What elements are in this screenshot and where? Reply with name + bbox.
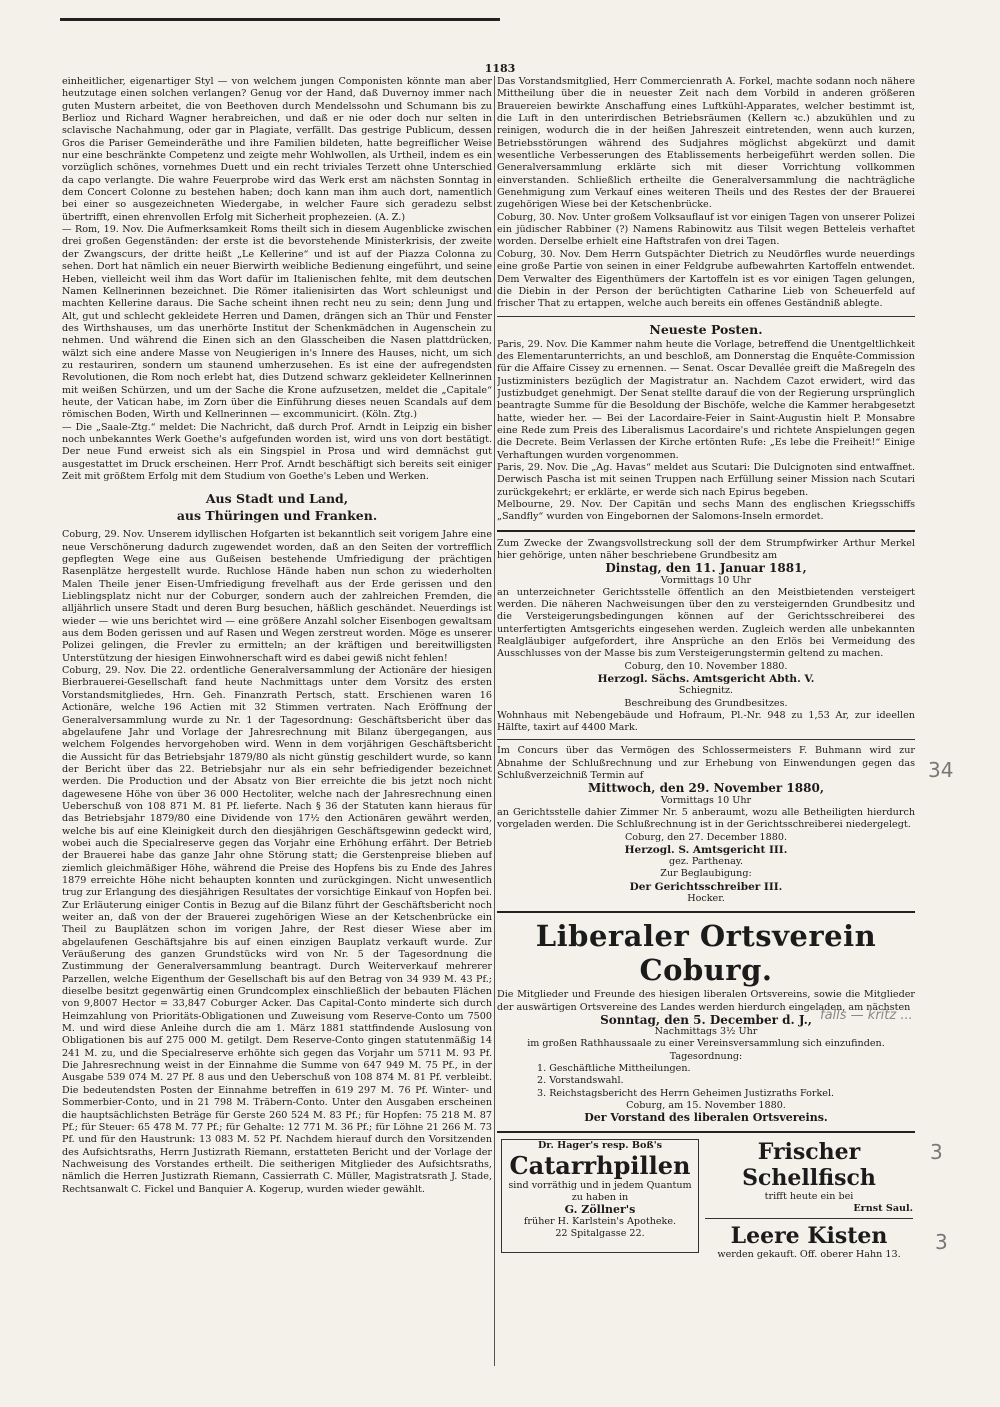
page-number: 1183 bbox=[484, 62, 516, 75]
ad-product: Catarrhpillen bbox=[509, 1150, 691, 1180]
notice-body: an Gerichtsstelle dahier Zimmer Nr. 5 anberaumt, wozu alle Betheiligten hierdurch vorgeladen werden. Die Schlußrechnung ist in der Gerichtsschreiberei niedergelegt. bbox=[497, 806, 915, 831]
article-paragraph: — Rom, 19. Nov. Die Aufmerksamkeit Roms theilt sich in diesem Augenblicke zwischen drei großen Gegenständen: der erste ist die bevorstehende Ministerkrisis, der zweite der Zwangscurs, der dritte heißt „Le Kellerine“ und ist auf der Piazza Colonna zu sehen. Dort hat nämlich ein neuer Bierwirth weibliche Bedienung eingeführt, und seine Heben, vielleicht weil ihm das Wort dafür im Italienischen fehlte, mit dem deutschen Namen Kellnerinnen bezeichnet. Die Römer italienisirten das Wort schleunigst und machten Kellerine daraus. Die Sache scheint ihnen recht neu zu sein; denn Jung und Alt, gut und schlecht gekleidete Herren und Damen, drängen sich an Thür und Fenster des Wirthshauses, um das unerhörte Institut der Schenkmädchen in Augenschein zu nehmen. Und während die Einen sich an den Glasscheiben die Nasen plattdrücken, wälzt sich eine andere Masse von Neugierigen in's Innere des Hauses, nicht, um sich zu restauriren, sondern um staunend umherzusehen. Es ist eine der aufregendsten Revolutionen, die Rom noch erlebt hat, dies Dutzend schwarz gekleideter Kellnerinnen mit weißen Schürzen, und um der Sache die Krone aufzusetzen, meldet die „Capitale“ heute, der Vatican habe, im Zorn über die Einführung dieses neuen Scandals auf dem römischen Boden, Wirth und Kellnerinnen — excommunicirt. (Köln. Ztg.) bbox=[62, 224, 492, 421]
article-paragraph: Coburg, 30. Nov. Unter großem Volksauflauf ist vor einigen Tagen von unserer Polizei ein jüdischer Rabbiner (?) Namens Rabinowitz aus Tilsit wegen Betteleis verhaftet worden. Derselbe erhielt eine Haftstrafen von drei Tagen. bbox=[497, 211, 915, 248]
pencil-note: falls — kritz ... bbox=[820, 1008, 913, 1023]
notice-time: Vormittags 10 Uhr bbox=[660, 794, 752, 806]
divider bbox=[497, 316, 915, 317]
ad-agenda-title: Tagesordnung: bbox=[669, 1050, 743, 1062]
notice-clerk-name: Hocker. bbox=[687, 893, 725, 904]
notice-place-date: Coburg, den 27. December 1880. bbox=[624, 831, 788, 843]
ad-intro: Die Mitglieder und Freunde des hiesigen liberalen Ortsvereins, sowie die Mitglieder der auswärtigen Ortsvereine des Landes werden hierdurch eingeladen, am nächsten bbox=[497, 989, 915, 1013]
article-paragraph: Coburg, 30. Nov. Dem Herrn Gutspächter Dietrich zu Neudörfles wurde neuerdings eine große Partie von seinen in einer Feldgrube aufbewahrten Kartoffeln entwendet. Dem Verwalter des Eigenthümers der Kartoffeln ist es vor einigen Tagen gelungen, die Diebin in der Person der berüchtigten Catharine Lieb von Scheuerfeld auf frischer That zu ertappen, welche auch bereits ein offenes Geständniß ablegte. bbox=[497, 248, 915, 310]
notice-body: an unterzeichneter Gerichtsstelle öffentlich an den Meistbietenden versteigert werden. Die näheren Nachweisungen über den zu versteigernden Grundbesitz und die Versteigerungsbedingungen können auf der Gerichtsschreiberei des unterfertigten Amtsgerichts eingesehen werden. Zugleich werden alle unbekannten Realgläubiger aufgefordert, ihre Ansprüche an den Erlös bei Vermeidung des Ausschlusses von der Masse bis zum Versteigerungstermin geltend zu machen. bbox=[497, 586, 915, 660]
ad-text: trifft heute ein bei bbox=[764, 1190, 854, 1202]
ad-title: Frischer Schellfisch bbox=[742, 1138, 876, 1191]
notice-intro: Zum Zwecke der Zwangsvollstreckung soll der dem Strumpfwirker Arthur Merkel hier gehörige, unten näher beschriebene Grundbesitz am bbox=[497, 537, 915, 561]
notice-signer: gez. Parthenay. bbox=[668, 856, 744, 868]
ad-line: sind vorräthig und in jedem Quantum bbox=[508, 1179, 692, 1191]
ad-line: zu haben in bbox=[571, 1191, 629, 1203]
news-paragraph: Paris, 29. Nov. Die „Ag. Havas“ meldet aus Scutari: Die Dulcignoten sind entwaffnet. Derwisch Pascha ist mit seinen Truppen nach Erfüllung seiner Mission nach Scutari zurückgekehrt; er erklärte, er werde sich nach Epirus begeben. bbox=[497, 461, 915, 498]
fish-and-crates-ad bbox=[705, 1138, 913, 1260]
news-paragraph: Paris, 29. Nov. Die Kammer nahm heute die Vorlage, betreffend die Unentgeltlichkeit des Elementarunterrichts, an und beschloß, am Donnerstag die Enquête-Commission für die Affaire Cissey zu ernennen. — Senat. Oscar Devallée greift die Maßregeln des Justizministers bezüglich der Magistratur an. Nachdem Cazot erwidert, wird das Justizbudget genehmigt. Der Senat stellte darauf die von der Regierung ursprünglich beantragte Summe für die Besoldung der Bischöfe, welche die Kammer herabgesetzt hatte, wieder her. — Bei der Lacordaire-Feier in Saint-Augustin hielt P. Monsabre eine Rede zum Preis des Liberalismus Lacordaire's und richtete Anspielungen gegen die Decrete. Beim Verlassen der Kirche ertönten Rufe: „Es lebe die Freiheit!“ Einige Verhaftungen wurden vorgenommen. bbox=[497, 338, 915, 461]
notice-desc-title: Beschreibung des Grundbesitzes. bbox=[624, 697, 788, 709]
divider bbox=[705, 1218, 913, 1219]
notice-clerk: Der Gerichtsschreiber III. bbox=[629, 880, 783, 893]
agenda-item: 3. Reichstagsbericht des Herrn Geheimen Justizraths Forkel. bbox=[537, 1087, 835, 1099]
news-paragraph: Melbourne, 29. Nov. Der Capitän und sechs Mann des englischen Kriegsschiffs „Sandfly“ wurden von Eingebornen der Salomons-Inseln ermordet. bbox=[497, 499, 915, 523]
ad-date: Sonntag, den 5. December d. J., bbox=[600, 1012, 812, 1027]
ad-place-date: Coburg, am 15. November 1880. bbox=[626, 1099, 786, 1111]
left-column bbox=[62, 76, 492, 1396]
auction-notice bbox=[497, 538, 915, 735]
divider bbox=[497, 1131, 915, 1133]
ad-agenda bbox=[497, 1063, 915, 1100]
ad-former: früher H. Karlstein's Apotheke. bbox=[523, 1215, 677, 1227]
notice-intro: Im Concurs über das Vermögen des Schlossermeisters F. Buhmann wird zur Abnahme der Schlußrechnung und zur Erhebung von Einwendungen gegen das Schlußverzeichniß Termin auf bbox=[497, 745, 915, 782]
pencil-mark: 3 bbox=[930, 1140, 943, 1164]
article-paragraph: — Die „Saale-Ztg.“ meldet: Die Nachricht, daß durch Prof. Arndt in Leipzig ein bisher noch unbekanntes Werk Goethe's aufgefunden worden ist, wird uns von dort bestätigt. Der neue Fund erweist sich als ein Singspiel in Prosa und wird demnächst gut ausgestattet im Druck erscheinen. Herr Prof. Arndt beschäftigt sich bereits seit einiger Zeit mit größtem Erfolg mit dem Studium von Goethe's Leben und Werken. bbox=[62, 421, 492, 482]
right-column bbox=[497, 76, 915, 1396]
catarrh-pills-ad bbox=[501, 1139, 699, 1253]
notice-court: Herzogl. Sächs. Amtsgericht Abth. V. bbox=[597, 672, 815, 685]
article-paragraph: Coburg, 29. Nov. Die 22. ordentliche Generalversammlung der Actionäre der hiesigen Bierbrauerei-Gesellschaft fand heute Nachmittags unter dem Vorsitz des ersten Vorstandsmitgliedes, Hrn. Geh. Finanzrath Pertsch, statt. Erschienen waren 16 Actionäre, welche 196 Actien mit 32 Stimmen vertraten. Nach Eröffnung der Generalversammlung wurde zu Nr. 1 der Tagesordnung: Geschäftsbericht über das abgelaufene Jahr und Vorlage der Jahresrechnung mit Bilanz übergegangen, aus welchem Folgendes hervorgehoben wird. Wenn in dem vorjährigen Geschäftsbericht die Aussicht für das Betriebsjahr 1879/80 als nicht günstig geschildert wurde, so kann der Bericht über das 22. Betriebsjahr nur als ein sehr befriedigender bezeichnet werden. Die Production und der Absatz von Bier erreichte die bis jetzt noch nicht dagewesene Höhe von über 36 000 Hectoliter, welche nach der Jahresrechnung einen Ueberschuß von 108 871 M. 81 Pf. lieferte. Nach § 36 der Statuten kann hieraus für das Betriebsjahr 1879/80 eine Dividende von 17½ den Actionären gewährt werden, welche bis auf eine Kleinigkeit durch den diesjährigen Geschäftsgewinn gedeckt wird, wobei auch die Specialreserve gegen das Vorjahr eine Erhöhung erfährt. Der Betrieb der Brauerei habe das ganze Jahr ohne Störung statt; die Gerstenpreise blieben auf ziemlich gleichmäßiger Höhe, während die Preise des Hopfens bis zu Ende des Jahres 1879 erreichte Höhe nicht behaupten konnten und zurückgingen. Nicht unwesentlich trug zur Erlangung des diesjährigen Resultates der vorsichtige Einkauf von Hopfen bei. Zur Erläuterung einiger Contis in Bezug auf die Bilanz führt der Geschäftsbericht noch weiter an, daß von der der Brauerei zugehörigen Wiese an der Ketschenbrücke ein Theil zu Bauplätzen schon im vorigen Jahre, der Rest dieser Wiese aber im abgelaufenen Geschäftsjahre bis auf einen einzigen Bauplatz verkauft wurde. Zur Veräußerung des ganzen Grundstücks wird von Nr. 5 der Tagesordnung die Zustimmung der Generalversammlung beantragt. Durch Weiterverkauf mehrerer Parzellen, welche Eigenthum der Gesellschaft bis auf den Betrag von 34 939 M. 43 Pf.; dieselbe besitzt gegenwärtig einen Grundcomplex einschließlich der bebauten Flächen von 9,8007 Hector = 33,847 Coburger Acker. Das Capital-Conto minderte sich durch Heimzahlung von Prioritäts-Obligationen und Zuweisung vom Reserve-Conto um 7500 M. und wird diese Anleihe durch die am 1. März 1881 stattfindende Auslosung von Obligationen bis auf 275 000 M. getilgt. Dem Reserve-Conto gingen statutenmäßig 14 241 M. zu, und die Specialreserve erhöhte sich gegen das Vorjahr um 5711 M. 93 Pf. Die Jahresrechnung weist in der Einnahme die Summe von 647 949 M. 75 Pf., in der Ausgabe 539 074 M. 27 Pf. 8 aus und den Ueberschuß von 108 874 M. 81 Pf. verbleibt. Die bedeutendsten Posten der Einnahme betreffen in 619 297 M. 76 Pf. Winter- und Sommerbier-Conto, und in 21 798 M. Träbern-Conto. Unter den Ausgaben erscheinen die hauptsächlichsten Beträge für Gerste 260 524 M. 83 Pf.; für Hopfen: 75 218 M. 87 Pf.; für Steuer: 65 478 M. 77 Pf.; für Gehalte: 12 771 M. 36 Pf.; für Löhne 21 266 M. 73 Pf. und für den Haustrunk: 13 083 M. 52 Pf. Nachdem hierauf durch den Vorsitzenden des Aufsichtsraths, Herrn Justizrath Riemann, erstatteten Bericht und der Vorlage der Nachweisung des Vorstandes ertheilt. Die seitherigen Mitglieder des Aufsichtsraths, nämlich die Herren Justizrath Riemann, Cassierrath C. Müller, Magistratsrath J. Stade, Rechtsanwalt C. Fickel und Banquier A. Kogerup, wurden wieder gewählt. bbox=[62, 665, 492, 1195]
ad-time: Nachmittags 3½ Uhr bbox=[654, 1026, 758, 1038]
ad-address: 22 Spitalgasse 22. bbox=[555, 1227, 645, 1239]
ad-pharmacy: G. Zöllner's bbox=[564, 1202, 636, 1216]
ad-text: werden gekauft. Off. oberer Hahn 13. bbox=[717, 1248, 901, 1260]
ad-maker: Dr. Hager's resp. Boß's bbox=[537, 1139, 663, 1151]
small-ads-row bbox=[497, 1138, 915, 1260]
column-divider bbox=[494, 76, 495, 1366]
ad-seller: Ernst Saul. bbox=[853, 1202, 913, 1214]
notice-time: Vormittags 10 Uhr bbox=[660, 574, 752, 586]
pencil-mark: 3 bbox=[935, 1230, 948, 1254]
notice-attest: Zur Beglaubigung: bbox=[660, 868, 752, 880]
concurs-notice bbox=[497, 745, 915, 905]
ad-place: im großen Rathhaussaale zu einer Vereinsversammlung sich einzufinden. bbox=[527, 1038, 885, 1050]
notice-place-date: Coburg, den 10. November 1880. bbox=[624, 660, 788, 672]
divider bbox=[497, 530, 915, 532]
notice-date: Mittwoch, den 29. November 1880, bbox=[587, 781, 824, 796]
top-rule bbox=[60, 18, 500, 21]
notice-date: Dinstag, den 11. Januar 1881, bbox=[605, 561, 807, 576]
pencil-mark: 34 bbox=[928, 758, 954, 782]
article-paragraph: einheitlicher, eigenartiger Styl — von welchem jungen Componisten könnte man aber heutzutage einen solchen verlangen? Genug vor der Hand, daß Duvernoy immer nach guten Mustern arbeitet, die von Beethoven durch Mendelssohn und Schumann bis zu Berlioz und Richard Wagner herabreichen, und daß er nie oder doch nur selten in sclavische Nachahmung, oder gar in Plagiate, verfällt. Das gestrige Publicum, dessen Gros die Pariser Gemeinderäthe und ihre Familien bildeten, hatte begreiflicher Weise nur eine beschränkte Competenz und zeigte mehr Wohlwollen, als Urtheil, indem es ein vorzüglich schönes, vornehmes Duett und ein recht triviales Terzett ohne Unterschied da capo verlangte. Die wahre Feuerprobe wird das Werk erst am nächsten Sonntag in dem Concert Colonne zu bestehen haben; doch kann man ihm auch dort, namentlich bei einer so ausgezeichneten Wiedergabe, in welcher Faure sich geradezu selbst übertrifft, einen ehrenvollen Erfolg mit Sicherheit prophezeien. (A. Z.) bbox=[62, 76, 492, 223]
section-subtitle: aus Thüringen und Franken. bbox=[176, 508, 378, 524]
ad-title: Leere Kisten bbox=[730, 1222, 888, 1249]
section-title: Aus Stadt und Land, bbox=[205, 491, 349, 507]
article-paragraph: Das Vorstandsmitglied, Herr Commercienrath A. Forkel, machte sodann noch nähere Mittheilung über die in neuester Zeit nach dem Vorbild in anderen größeren Brauereien bewirkte Anschaffung eines Luftkühl-Apparates, welcher bestimmt ist, die Luft in den unterirdischen Betriebsräumen (Kellern ꝛc.) abzukühlen und zu reinigen, wodurch die in der heißen Jahreszeit eintretenden, wenn auch kurzen, Betriebsstörungen während des Sudjahres möglichst abgekürzt und damit wesentliche Verbesserungen des Etablissements herbeigeführt werden sollen. Die Generalversammlung erklärte sich mit dieser Vorrichtung vollkommen einverstanden. Schließlich ertheilte die Generalversammlung die nachträgliche Genehmigung zum Verkauf eines weiteren Theils und des Restes der der Brauerei zugehörigen Wiese bei der Ketschenbrücke. bbox=[497, 76, 915, 211]
notice-desc: Wohnhaus mit Nebengebäude und Hofraum, Pl.-Nr. 948 zu 1,53 Ar, zur ideellen Hälfte, taxirt auf 4400 Mark. bbox=[497, 709, 915, 734]
notice-court: Herzogl. S. Amtsgericht III. bbox=[624, 843, 788, 856]
ad-title: Liberaler Ortsverein Coburg. bbox=[535, 919, 877, 988]
news-title: Neueste Posten. bbox=[649, 321, 763, 337]
agenda-item: 1. Geschäftliche Mittheilungen. bbox=[537, 1063, 691, 1075]
ad-signature: Der Vorstand des liberalen Ortsvereins. bbox=[584, 1111, 828, 1125]
article-paragraph: Coburg, 29. Nov. Unserem idyllischen Hofgarten ist bekanntlich seit vorigem Jahre eine neue Verschönerung dadurch zugewendet worden, daß an den Seiten der vortrefflich gepflegten Wege eine aus Gußeisen bestehende Umfriedigung der prächtigen Rasenplätze hergestellt wurde. Ruchlose Hände haben nun schon zu wiederholten Malen Theile jener Eisen-Umfriedigung frevelhaft aus der Erde gerissen und den Lieblingsplatz nicht nur der Coburger, sondern auch der zahlreichen Fremden, die alljährlich unsere Stadt und deren Burg besuchen, häßlich geschändet. Neuerdings ist wieder — wie uns berichtet wird — eine größere Anzahl solcher Eisenbogen gewaltsam aus dem Boden gerissen und auf Rasen und Wegen zerstreut worden. Möge es unserer Polizei gelingen, die Frevler zu ermitteln; an der kräftigen und bereitwilligsten Unterstützung der hiesigen Einwohnerschaft wird es dabei gewiß nicht fehlen! bbox=[62, 529, 492, 664]
divider bbox=[497, 739, 915, 740]
divider bbox=[497, 911, 915, 913]
notice-signer: Schiegnitz. bbox=[678, 685, 734, 697]
agenda-item: 2. Vorstandswahl. bbox=[537, 1075, 624, 1087]
